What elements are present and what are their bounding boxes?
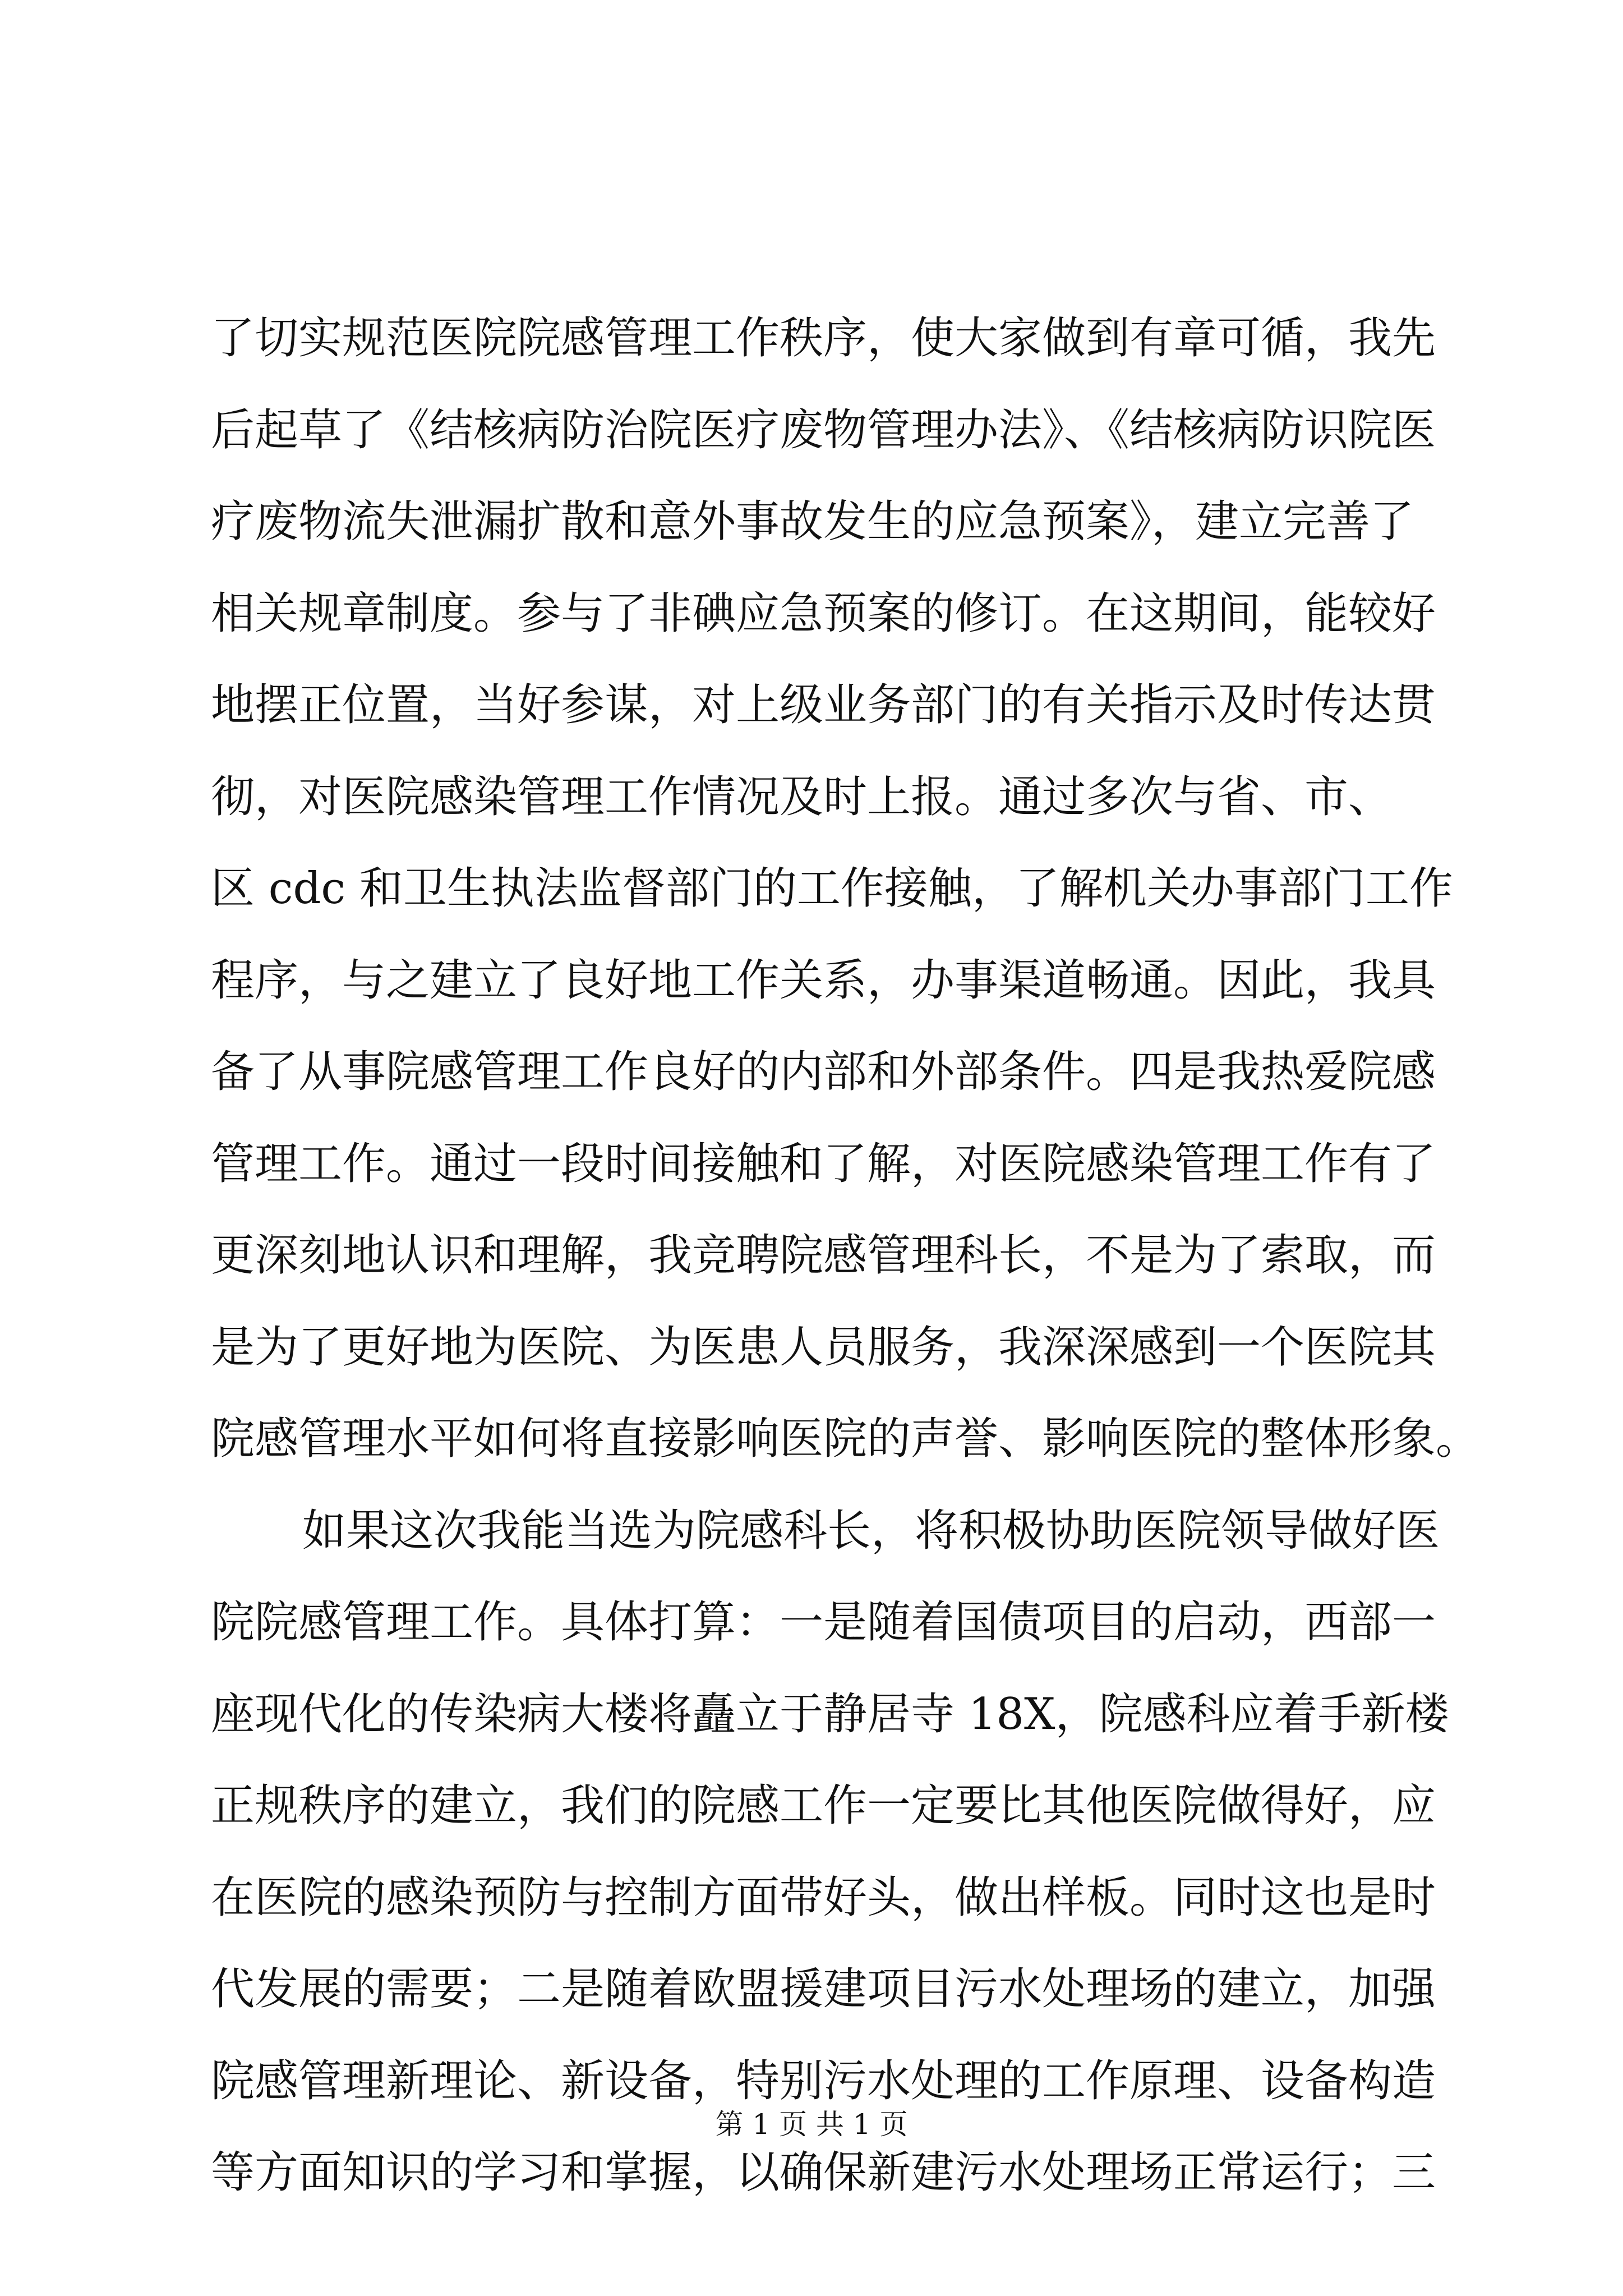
text-line: 更深刻地认识和理解，我竞聘院感管理科长，不是为了索取，而 (211, 1230, 1436, 1281)
paragraph-first-line: 如果这次我能当选为院感科长，将积极协助医院领导做好医 (302, 1505, 1440, 1556)
text-line: 相关规章制度。参与了非碘应急预案的修订。在这期间，能较好 (211, 588, 1436, 639)
text-line: 管理工作。通过一段时间接触和了解，对医院感染管理工作有了 (211, 1138, 1436, 1189)
text-line: 代发展的需要；二是随着欧盟援建项目污水处理场的建立，加强 (211, 1964, 1436, 2014)
text-line: 院感管理新理论、新设备，特别污水处理的工作原理、设备构造 (211, 2055, 1436, 2106)
text-line: 彻，对医院感染管理工作情况及时上报。通过多次与省、市、 (211, 771, 1393, 822)
text-line: 程序，与之建立了良好地工作关系，办事渠道畅通。因此，我具 (211, 955, 1436, 1006)
text-line: 备了从事院感管理工作良好的内部和外部条件。四是我热爱院感 (211, 1047, 1436, 1097)
text-line: 后起草了《结核病防治院医疗废物管理办法》、《结核病防识院医 (211, 404, 1436, 455)
document-body (211, 293, 1480, 2219)
text-line: 疗废物流失泄漏扩散和意外事故发生的应急预案》，建立完善了 (211, 496, 1414, 547)
text-line: 在医院的感染预防与控制方面带好头，做出样板。同时这也是时 (211, 1872, 1436, 1923)
text-line: 院院感管理工作。具体打算：一是随着国债项目的启动，西部一 (211, 1597, 1436, 1648)
text-line: 区 cdc 和卫生执法监督部门的工作接触，了解机关办事部门工作 (211, 863, 1453, 914)
text-line: 正规秩序的建立，我们的院感工作一定要比其他医院做得好，应 (211, 1780, 1436, 1831)
text-line: 座现代化的传染病大楼将矗立于静居寺 18X，院感科应着手新楼 (211, 1688, 1449, 1740)
text-line: 了切实规范医院院感管理工作秩序，使大家做到有章可循，我先 (211, 313, 1436, 364)
text-line: 是为了更好地为医院、为医患人员服务，我深深感到一个医院其 (211, 1322, 1436, 1373)
page-number-footer: 第 1 页 共 1 页 (715, 2108, 908, 2141)
text-line: 院感管理水平如何将直接影响医院的声誉、影响医院的整体形象。 (211, 1414, 1480, 1464)
text-line: 地摆正位置，当好参谋，对上级业务部门的有关指示及时传达贯 (211, 680, 1436, 730)
text-line: 等方面知识的学习和掌握，以确保新建污水处理场正常运行；三 (211, 2147, 1436, 2198)
